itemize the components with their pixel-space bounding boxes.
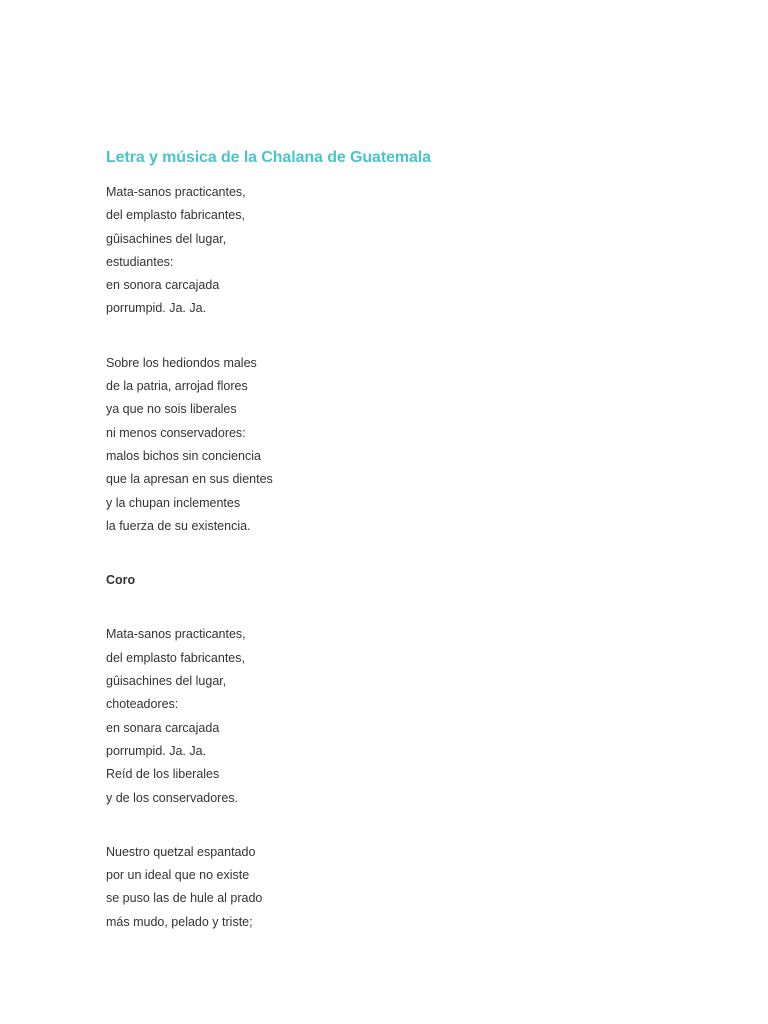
verse-line: porrumpid. Ja. Ja.: [106, 743, 207, 758]
verse-line: estudiantes:: [106, 254, 174, 269]
verse-line: por un ideal que no existe: [106, 868, 250, 883]
document-page: [106, 147, 706, 965]
verse-line: gûisachines del lugar,: [106, 674, 227, 689]
verse-line: del emplasto fabricantes,: [106, 208, 245, 223]
stanza-2: [106, 352, 706, 538]
verse-line: del emplasto fabricantes,: [106, 650, 245, 665]
verse-line: se puso las de hule al prado: [106, 891, 263, 906]
verse-line: porrumpid. Ja. Ja.: [106, 301, 207, 316]
verse-line: y la chupan inclementes: [106, 495, 241, 510]
verse-line: ni menos conservadores:: [106, 425, 246, 440]
verse-line: choteadores:: [106, 697, 179, 712]
verse-line: de la patria, arrojad flores: [106, 379, 248, 394]
verse-line: ya que no sois liberales: [106, 402, 237, 417]
stanza-4: [106, 841, 706, 934]
verse-line: en sonora carcajada: [106, 278, 220, 293]
chorus-heading: Coro: [106, 573, 136, 588]
document-title: Letra y música de la Chalana de Guatemala: [106, 149, 431, 166]
verse-line: Reíd de los liberales: [106, 767, 220, 782]
verse-line: malos bichos sin conciencia: [106, 448, 261, 463]
stanza-1: [106, 181, 706, 321]
verse-line: y de los conservadores.: [106, 790, 239, 805]
verse-line: Mata-sanos practicantes,: [106, 185, 246, 199]
verse-line: gûisachines del lugar,: [106, 231, 227, 246]
verse-line: más mudo, pelado y triste;: [106, 914, 253, 929]
verse-line: Sobre los hediondos males: [106, 355, 257, 370]
verse-line: Nuestro quetzal espantado: [106, 844, 256, 859]
stanza-chorus: [106, 623, 706, 809]
verse-line: Mata-sanos practicantes,: [106, 627, 246, 642]
verse-line: que la apresan en sus dientes: [106, 472, 273, 487]
verse-line: la fuerza de su existencia.: [106, 518, 251, 533]
verse-line: en sonara carcajada: [106, 720, 220, 735]
